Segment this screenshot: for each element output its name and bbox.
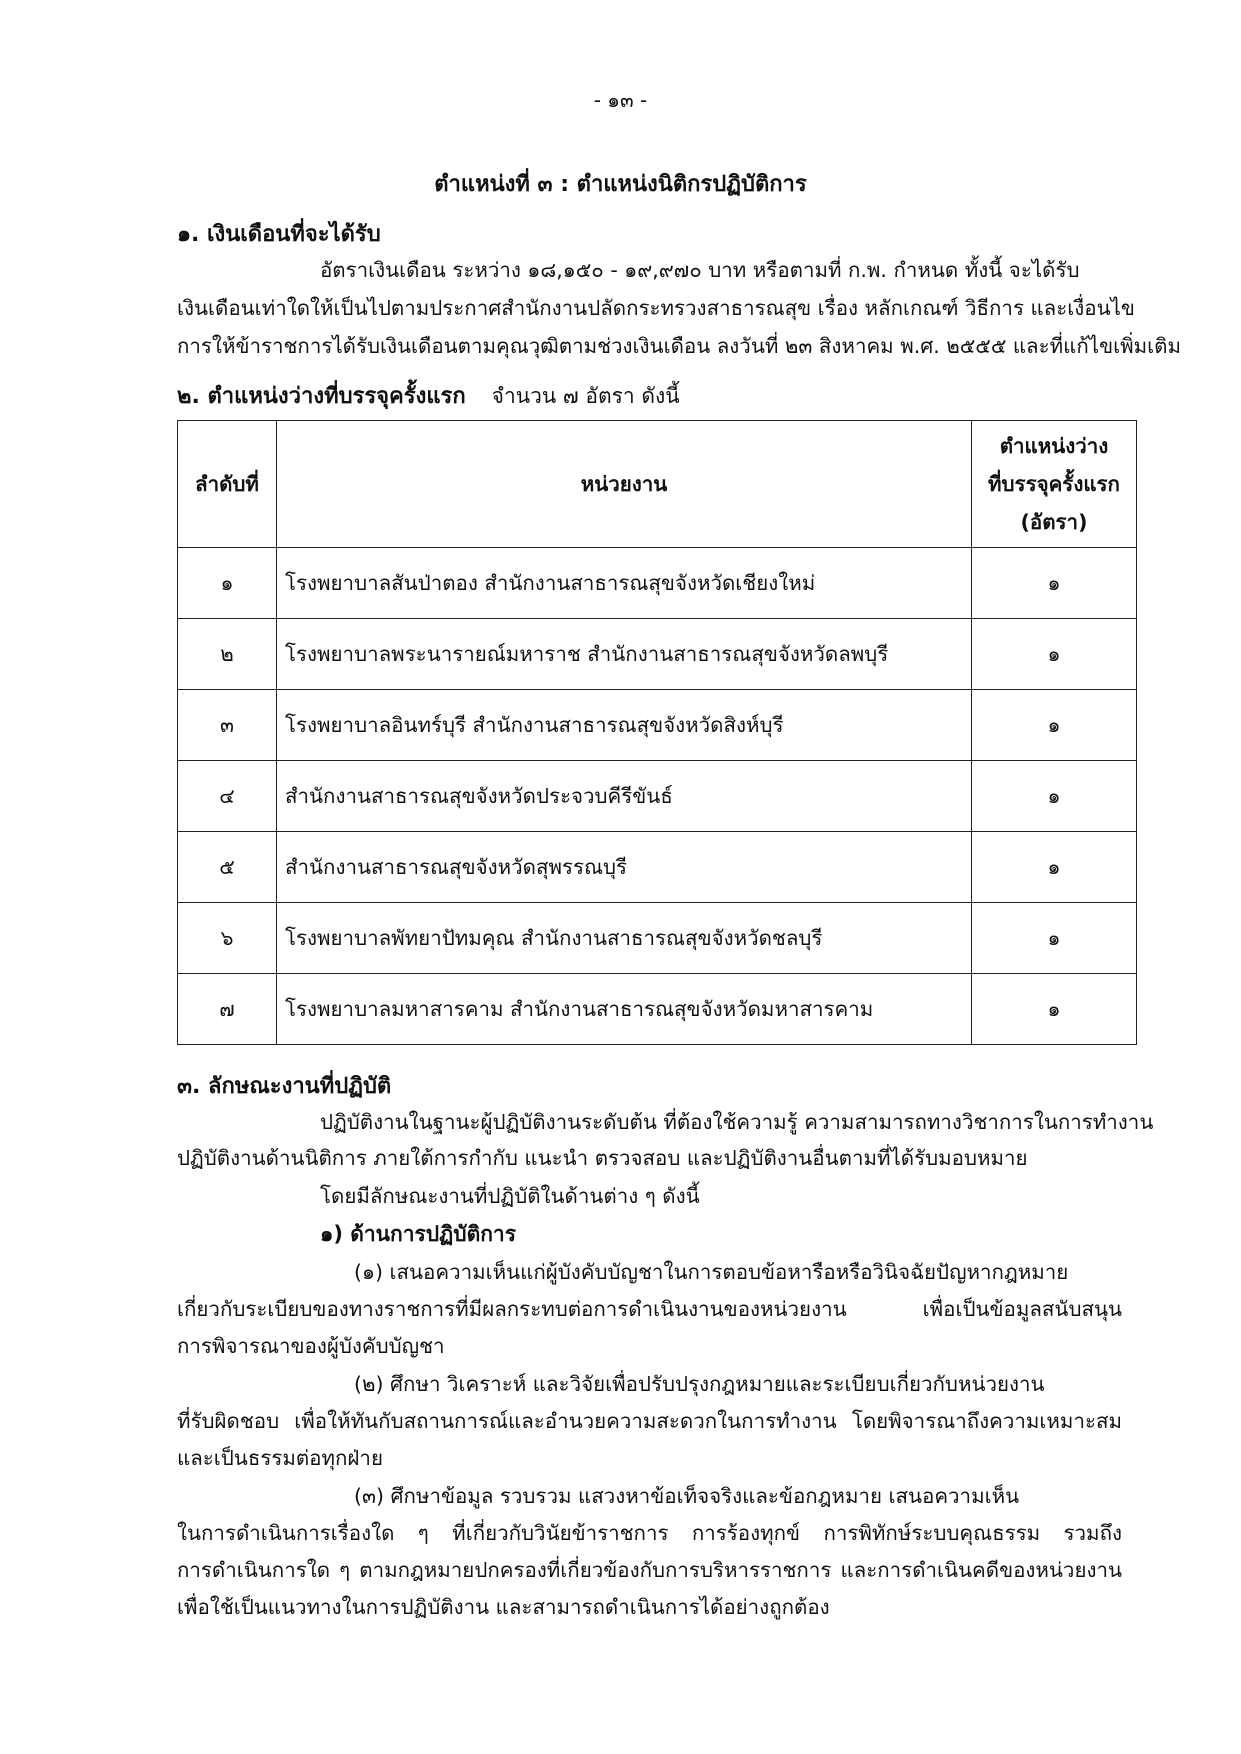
item-1-line-2: เกี่ยวกับระเบียบของทางราชการที่มีผลกระทบต่อการดำเนินงานของหน่วยงาน เพื่อเป็นข้อมูลสนับสนุน <box>177 1297 1122 1321</box>
position-title: ตำแหน่งที่ ๓ : ตำแหน่งนิติกรปฏิบัติการ <box>434 172 807 197</box>
table-row <box>178 903 1137 974</box>
section-2-heading-text: ๒. ตำแหน่งว่างที่บรรจุครั้งแรก <box>177 384 466 409</box>
table-row <box>178 690 1137 761</box>
row-no: ๔ <box>178 761 277 832</box>
item-1-line-3: การพิจารณาของผู้บังคับบัญชา <box>177 1334 445 1358</box>
row-unit: โรงพยาบาลพัทยาปัทมคุณ สำนักงานสาธารณสุขจังหวัดชลบุรี <box>277 903 972 974</box>
vacancy-table <box>177 420 1137 1045</box>
item-3-line-3: การดำเนินการใด ๆ ตามกฎหมายปกครองที่เกี่ยวข้องกับการบริหารราชการ และการดำเนินคดีของหน่วยงาน <box>177 1558 1122 1582</box>
row-count: ๑ <box>972 548 1137 619</box>
section-1-line-2: เงินเดือนเท่าใดให้เป็นไปตามประกาศสำนักงานปลัดกระทรวงสาธารณสุข เรื่อง หลักเกณฑ์ วิธีการ และเงื่อนไข <box>177 296 1135 320</box>
header-count-line-1: ตำแหน่งว่าง <box>999 434 1109 458</box>
row-count: ๑ <box>972 903 1137 974</box>
section-3-heading: ๓. ลักษณะงานที่ปฏิบัติ <box>177 1074 392 1099</box>
table-row <box>178 761 1137 832</box>
item-2-line-1: (๒) ศึกษา วิเคราะห์ และวิจัยเพื่อปรับปรุงกฎหมายและระเบียบเกี่ยวกับหน่วยงาน <box>354 1372 1045 1396</box>
row-no: ๓ <box>178 690 277 761</box>
row-unit: โรงพยาบาลสันป่าตอง สำนักงานสาธารณสุขจังหวัดเชียงใหม่ <box>277 548 972 619</box>
page-number: - ๑๓ - <box>593 88 648 112</box>
section-2-heading <box>177 378 680 413</box>
row-count: ๑ <box>972 690 1137 761</box>
section-1-heading: ๑. เงินเดือนที่จะได้รับ <box>177 222 381 247</box>
table-row <box>178 548 1137 619</box>
header-count-line-3: (อัตรา) <box>1020 510 1088 534</box>
row-unit: โรงพยาบาลพระนารายณ์มหาราช สำนักงานสาธารณสุขจังหวัดลพบุรี <box>277 619 972 690</box>
vacancy-count-text: จำนวน ๗ อัตรา ดังนี้ <box>491 384 680 408</box>
table-row <box>178 832 1137 903</box>
section-3-intro-line-3: โดยมีลักษณะงานที่ปฏิบัติในด้านต่าง ๆ ดังนี้ <box>320 1184 700 1208</box>
section-1-line-1: อัตราเงินเดือน ระหว่าง ๑๘,๑๕๐ - ๑๙,๙๗๐ บาท หรือตามที่ ก.พ. กำหนด ทั้งนี้ จะได้รับ <box>320 258 1080 282</box>
table-row <box>178 974 1137 1045</box>
row-no: ๑ <box>178 548 277 619</box>
section-3-intro-line-2: ปฏิบัติงานด้านนิติการ ภายใต้การกำกับ แนะนำ ตรวจสอบ และปฏิบัติงานอื่นตามที่ได้รับมอบหมาย <box>177 1146 1028 1170</box>
section-3-intro-line-1: ปฏิบัติงานในฐานะผู้ปฏิบัติงานระดับต้น ที่ต้องใช้ความรู้ ความสามารถทางวิชาการในการทำงาน <box>320 1110 1154 1134</box>
row-count: ๑ <box>972 761 1137 832</box>
item-3-line-4: เพื่อใช้เป็นแนวทางในการปฏิบัติงาน และสามารถดำเนินการได้อย่างถูกต้อง <box>177 1595 830 1619</box>
item-1-line-1: (๑) เสนอความเห็นแก่ผู้บังคับบัญชาในการตอบข้อหารือหรือวินิจฉัยปัญหากฎหมาย <box>354 1260 1069 1284</box>
item-2-line-3: และเป็นธรรมต่อทุกฝ่าย <box>177 1446 383 1470</box>
row-unit: สำนักงานสาธารณสุขจังหวัดประจวบคีรีขันธ์ <box>277 761 972 832</box>
sub-1-heading: ๑) ด้านการปฏิบัติการ <box>320 1222 516 1246</box>
header-count-line-2: ที่บรรจุครั้งแรก <box>988 472 1120 496</box>
row-unit: โรงพยาบาลอินทร์บุรี สำนักงานสาธารณสุขจังหวัดสิงห์บุรี <box>277 690 972 761</box>
header-count <box>972 421 1137 548</box>
row-no: ๒ <box>178 619 277 690</box>
row-no: ๗ <box>178 974 277 1045</box>
section-1-line-3: การให้ข้าราชการได้รับเงินเดือนตามคุณวุฒิตามช่วงเงินเดือน ลงวันที่ ๒๓ สิงหาคม พ.ศ. ๒๕๕๕ และที่แก้ไขเพิ่มเติม <box>177 334 1181 358</box>
item-2-line-2: ที่รับผิดชอบ เพื่อให้ทันกับสถานการณ์และอำนวยความสะดวกในการทำงาน โดยพิจารณาถึงความเหมาะสม <box>177 1409 1122 1433</box>
row-count: ๑ <box>972 974 1137 1045</box>
item-3-line-1: (๓) ศึกษาข้อมูล รวบรวม แสวงหาข้อเท็จจริงและข้อกฎหมาย เสนอความเห็น <box>354 1484 1020 1508</box>
row-count: ๑ <box>972 619 1137 690</box>
table-row <box>178 619 1137 690</box>
item-3-line-2: ในการดำเนินการเรื่องใด ๆ ที่เกี่ยวกับวินัยข้าราชการ การร้องทุกข์ การพิทักษ์ระบบคุณธรรม รวมถึง <box>177 1521 1122 1545</box>
row-count: ๑ <box>972 832 1137 903</box>
row-no: ๕ <box>178 832 277 903</box>
row-unit: สำนักงานสาธารณสุขจังหวัดสุพรรณบุรี <box>277 832 972 903</box>
header-unit: หน่วยงาน <box>277 421 972 548</box>
table-header-row <box>178 421 1137 548</box>
header-no: ลำดับที่ <box>178 421 277 548</box>
row-no: ๖ <box>178 903 277 974</box>
row-unit: โรงพยาบาลมหาสารคาม สำนักงานสาธารณสุขจังหวัดมหาสารคาม <box>277 974 972 1045</box>
